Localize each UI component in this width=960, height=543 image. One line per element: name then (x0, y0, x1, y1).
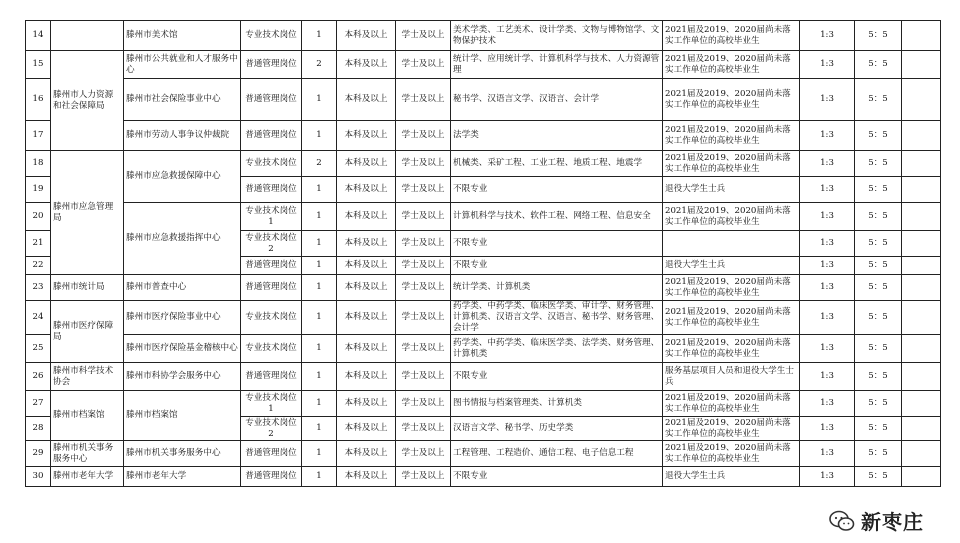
department: 滕州市机关事务服务中心 (51, 441, 124, 467)
degree-requirement: 学士及以上 (396, 79, 451, 121)
post-type: 普通管理岗位 (241, 51, 302, 79)
education-requirement: 本科及以上 (337, 363, 396, 391)
exam-ratio: 1:3 (800, 257, 855, 275)
empty-cell (902, 51, 941, 79)
table-row (26, 203, 941, 231)
row-number: 22 (26, 257, 51, 275)
post-type: 专业技术岗位 (241, 21, 302, 51)
major-requirement: 法学类 (451, 121, 663, 151)
table-row (26, 467, 941, 487)
post-type: 专业技术岗位2 (241, 417, 302, 441)
empty-cell (902, 301, 941, 335)
row-number: 25 (26, 335, 51, 363)
education-requirement: 本科及以上 (337, 417, 396, 441)
employer-unit: 滕州市医疗保险基金稽核中心 (124, 335, 241, 363)
exam-ratio: 1:3 (800, 275, 855, 301)
major-requirement: 不限专业 (451, 231, 663, 257)
hiring-count: 2 (302, 51, 337, 79)
other-requirement: 2021届及2019、2020届尚未落实工作单位的高校毕业生 (663, 441, 800, 467)
score-weight: 5：5 (855, 467, 902, 487)
score-weight: 5：5 (855, 441, 902, 467)
department: 滕州市应急管理局 (51, 151, 124, 275)
employer-unit: 滕州市应急救援指挥中心 (124, 203, 241, 275)
row-number: 24 (26, 301, 51, 335)
table-row (26, 79, 941, 121)
other-requirement: 2021届及2019、2020届尚未落实工作单位的高校毕业生 (663, 121, 800, 151)
hiring-count: 1 (302, 335, 337, 363)
major-requirement: 工程管理、工程造价、通信工程、电子信息工程 (451, 441, 663, 467)
degree-requirement: 学士及以上 (396, 231, 451, 257)
post-type: 专业技术岗位1 (241, 203, 302, 231)
department: 滕州市人力资源和社会保障局 (51, 51, 124, 151)
other-requirement: 2021届及2019、2020届尚未落实工作单位的高校毕业生 (663, 301, 800, 335)
row-number: 14 (26, 21, 51, 51)
score-weight: 5：5 (855, 257, 902, 275)
department: 滕州市科学技术协会 (51, 363, 124, 391)
row-number: 20 (26, 203, 51, 231)
education-requirement: 本科及以上 (337, 51, 396, 79)
empty-cell (902, 441, 941, 467)
other-requirement (663, 231, 800, 257)
other-requirement: 2021届及2019、2020届尚未落实工作单位的高校毕业生 (663, 21, 800, 51)
major-requirement: 统计学类、计算机类 (451, 275, 663, 301)
empty-cell (902, 363, 941, 391)
empty-cell (902, 21, 941, 51)
hiring-count: 1 (302, 79, 337, 121)
score-weight: 5：5 (855, 391, 902, 417)
table-row (26, 441, 941, 467)
employer-unit: 滕州市公共就业和人才服务中心 (124, 51, 241, 79)
hiring-count: 1 (302, 231, 337, 257)
department: 滕州市档案馆 (51, 391, 124, 441)
major-requirement: 不限专业 (451, 177, 663, 203)
employer-unit: 滕州市社会保险事业中心 (124, 79, 241, 121)
major-requirement: 不限专业 (451, 467, 663, 487)
education-requirement: 本科及以上 (337, 335, 396, 363)
education-requirement: 本科及以上 (337, 231, 396, 257)
score-weight: 5：5 (855, 363, 902, 391)
exam-ratio: 1:3 (800, 391, 855, 417)
employer-unit: 滕州市机关事务服务中心 (124, 441, 241, 467)
other-requirement: 服务基层项目人员和退役大学生士兵 (663, 363, 800, 391)
score-weight: 5：5 (855, 121, 902, 151)
table-row (26, 21, 941, 51)
degree-requirement: 学士及以上 (396, 151, 451, 177)
hiring-count: 1 (302, 363, 337, 391)
department: 滕州市统计局 (51, 275, 124, 301)
major-requirement: 汉语言文学、秘书学、历史学类 (451, 417, 663, 441)
row-number: 15 (26, 51, 51, 79)
other-requirement: 2021届及2019、2020届尚未落实工作单位的高校毕业生 (663, 151, 800, 177)
exam-ratio: 1:3 (800, 121, 855, 151)
score-weight: 5：5 (855, 203, 902, 231)
row-number: 29 (26, 441, 51, 467)
degree-requirement: 学士及以上 (396, 121, 451, 151)
row-number: 17 (26, 121, 51, 151)
education-requirement: 本科及以上 (337, 151, 396, 177)
hiring-count: 1 (302, 275, 337, 301)
row-number: 26 (26, 363, 51, 391)
exam-ratio: 1:3 (800, 301, 855, 335)
exam-ratio: 1:3 (800, 363, 855, 391)
degree-requirement: 学士及以上 (396, 257, 451, 275)
watermark-text: 新枣庄 (861, 510, 924, 534)
hiring-count: 1 (302, 417, 337, 441)
post-type: 普通管理岗位 (241, 177, 302, 203)
education-requirement: 本科及以上 (337, 203, 396, 231)
employer-unit: 滕州市应急救援保障中心 (124, 151, 241, 203)
education-requirement: 本科及以上 (337, 121, 396, 151)
post-type: 普通管理岗位 (241, 441, 302, 467)
score-weight: 5：5 (855, 301, 902, 335)
row-number: 27 (26, 391, 51, 417)
other-requirement: 退役大学生士兵 (663, 257, 800, 275)
empty-cell (902, 79, 941, 121)
employer-unit: 滕州市科协学会服务中心 (124, 363, 241, 391)
table-row (26, 391, 941, 417)
table-row (26, 121, 941, 151)
post-type: 专业技术岗位1 (241, 391, 302, 417)
other-requirement: 2021届及2019、2020届尚未落实工作单位的高校毕业生 (663, 51, 800, 79)
major-requirement: 秘书学、汉语言文学、汉语言、会计学 (451, 79, 663, 121)
exam-ratio: 1:3 (800, 231, 855, 257)
exam-ratio: 1:3 (800, 441, 855, 467)
watermark (829, 506, 924, 535)
exam-ratio: 1:3 (800, 177, 855, 203)
employer-unit: 滕州市普查中心 (124, 275, 241, 301)
score-weight: 5：5 (855, 417, 902, 441)
hiring-count: 1 (302, 121, 337, 151)
major-requirement: 计算机科学与技术、软件工程、网络工程、信息安全 (451, 203, 663, 231)
empty-cell (902, 257, 941, 275)
score-weight: 5：5 (855, 335, 902, 363)
major-requirement: 美术学类、工艺美术、设计学类、文物与博物馆学、文物保护技术 (451, 21, 663, 51)
row-number: 23 (26, 275, 51, 301)
major-requirement: 图书情报与档案管理类、计算机类 (451, 391, 663, 417)
degree-requirement: 学士及以上 (396, 51, 451, 79)
table-row (26, 301, 941, 335)
post-type: 普通管理岗位 (241, 275, 302, 301)
exam-ratio: 1:3 (800, 417, 855, 441)
wechat-icon (829, 510, 855, 532)
hiring-count: 1 (302, 391, 337, 417)
exam-ratio: 1:3 (800, 79, 855, 121)
post-type: 普通管理岗位 (241, 363, 302, 391)
education-requirement: 本科及以上 (337, 177, 396, 203)
other-requirement: 2021届及2019、2020届尚未落实工作单位的高校毕业生 (663, 335, 800, 363)
department: 滕州市医疗保障局 (51, 301, 124, 363)
degree-requirement: 学士及以上 (396, 177, 451, 203)
hiring-count: 1 (302, 177, 337, 203)
education-requirement: 本科及以上 (337, 21, 396, 51)
other-requirement: 退役大学生士兵 (663, 467, 800, 487)
empty-cell (902, 151, 941, 177)
major-requirement: 不限专业 (451, 363, 663, 391)
empty-cell (902, 177, 941, 203)
education-requirement: 本科及以上 (337, 79, 396, 121)
table-row (26, 51, 941, 79)
degree-requirement: 学士及以上 (396, 301, 451, 335)
degree-requirement: 学士及以上 (396, 441, 451, 467)
other-requirement: 2021届及2019、2020届尚未落实工作单位的高校毕业生 (663, 417, 800, 441)
exam-ratio: 1:3 (800, 51, 855, 79)
exam-ratio: 1:3 (800, 335, 855, 363)
degree-requirement: 学士及以上 (396, 335, 451, 363)
other-requirement: 2021届及2019、2020届尚未落实工作单位的高校毕业生 (663, 79, 800, 121)
post-type: 专业技术岗位 (241, 151, 302, 177)
empty-cell (902, 467, 941, 487)
education-requirement: 本科及以上 (337, 301, 396, 335)
employer-unit: 滕州市劳动人事争议仲裁院 (124, 121, 241, 151)
department: 滕州市老年大学 (51, 467, 124, 487)
score-weight: 5：5 (855, 21, 902, 51)
empty-cell (902, 391, 941, 417)
education-requirement: 本科及以上 (337, 441, 396, 467)
education-requirement: 本科及以上 (337, 275, 396, 301)
major-requirement: 药学类、中药学类、临床医学类、审计学、财务管理、计算机类、汉语言文学、汉语言、秘书学、财务管理、会计学 (451, 301, 663, 335)
post-type: 普通管理岗位 (241, 79, 302, 121)
degree-requirement: 学士及以上 (396, 275, 451, 301)
row-number: 30 (26, 467, 51, 487)
degree-requirement: 学士及以上 (396, 391, 451, 417)
exam-ratio: 1:3 (800, 467, 855, 487)
row-number: 21 (26, 231, 51, 257)
score-weight: 5：5 (855, 151, 902, 177)
major-requirement: 药学类、中药学类、临床医学类、法学类、财务管理、计算机类 (451, 335, 663, 363)
exam-ratio: 1:3 (800, 21, 855, 51)
post-type: 普通管理岗位 (241, 257, 302, 275)
score-weight: 5：5 (855, 51, 902, 79)
employer-unit: 滕州市老年大学 (124, 467, 241, 487)
score-weight: 5：5 (855, 231, 902, 257)
empty-cell (902, 203, 941, 231)
row-number: 16 (26, 79, 51, 121)
score-weight: 5：5 (855, 177, 902, 203)
hiring-count: 1 (302, 301, 337, 335)
post-type: 普通管理岗位 (241, 467, 302, 487)
department (51, 21, 124, 51)
employer-unit: 滕州市美术馆 (124, 21, 241, 51)
exam-ratio: 1:3 (800, 203, 855, 231)
row-number: 18 (26, 151, 51, 177)
major-requirement: 机械类、采矿工程、工业工程、地质工程、地震学 (451, 151, 663, 177)
empty-cell (902, 121, 941, 151)
other-requirement: 退役大学生士兵 (663, 177, 800, 203)
post-type: 专业技术岗位 (241, 335, 302, 363)
degree-requirement: 学士及以上 (396, 363, 451, 391)
score-weight: 5：5 (855, 275, 902, 301)
employer-unit: 滕州市档案馆 (124, 391, 241, 441)
degree-requirement: 学士及以上 (396, 203, 451, 231)
major-requirement: 统计学、应用统计学、计算机科学与技术、人力资源管理 (451, 51, 663, 79)
exam-ratio: 1:3 (800, 151, 855, 177)
table-row (26, 151, 941, 177)
other-requirement: 2021届及2019、2020届尚未落实工作单位的高校毕业生 (663, 275, 800, 301)
empty-cell (902, 417, 941, 441)
hiring-count: 2 (302, 151, 337, 177)
degree-requirement: 学士及以上 (396, 21, 451, 51)
post-type: 专业技术岗位2 (241, 231, 302, 257)
row-number: 28 (26, 417, 51, 441)
hiring-count: 1 (302, 257, 337, 275)
hiring-count: 1 (302, 441, 337, 467)
empty-cell (902, 275, 941, 301)
education-requirement: 本科及以上 (337, 391, 396, 417)
hiring-count: 1 (302, 203, 337, 231)
hiring-count: 1 (302, 467, 337, 487)
other-requirement: 2021届及2019、2020届尚未落实工作单位的高校毕业生 (663, 391, 800, 417)
major-requirement: 不限专业 (451, 257, 663, 275)
hiring-count: 1 (302, 21, 337, 51)
empty-cell (902, 231, 941, 257)
table-row (26, 335, 941, 363)
employer-unit: 滕州市医疗保险事业中心 (124, 301, 241, 335)
post-type: 专业技术岗位 (241, 301, 302, 335)
post-type: 普通管理岗位 (241, 121, 302, 151)
other-requirement: 2021届及2019、2020届尚未落实工作单位的高校毕业生 (663, 203, 800, 231)
row-number: 19 (26, 177, 51, 203)
education-requirement: 本科及以上 (337, 257, 396, 275)
empty-cell (902, 335, 941, 363)
education-requirement: 本科及以上 (337, 467, 396, 487)
score-weight: 5：5 (855, 79, 902, 121)
recruitment-table (25, 20, 941, 487)
table-row (26, 275, 941, 301)
table-row (26, 363, 941, 391)
degree-requirement: 学士及以上 (396, 467, 451, 487)
degree-requirement: 学士及以上 (396, 417, 451, 441)
